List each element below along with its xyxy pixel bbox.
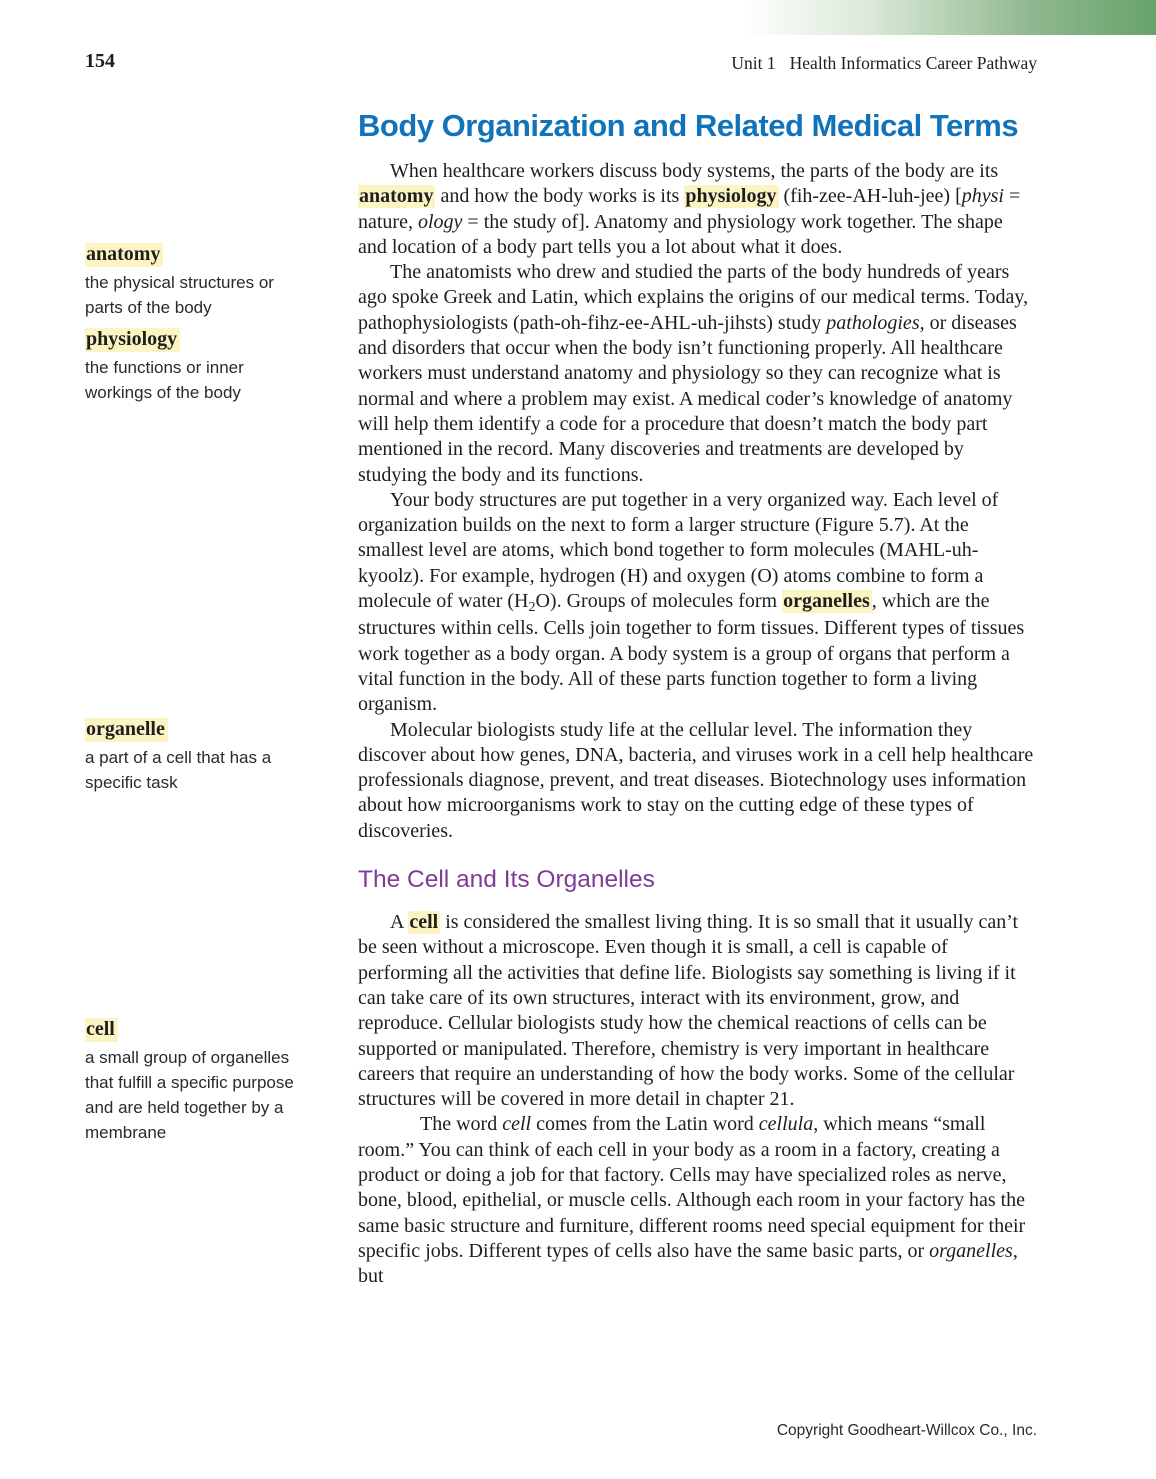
paragraph-anatomists: The anatomists who drew and studied the parts of the body hundreds of years ago spoke Greek and Latin, which explains the origins of our medical terms. Today, pathophysiologists (path-oh-fihz-ee-AHL-uh-jihsts) study pathologies, or diseases and disorders that occur when the body isn’t functioning properly. All healthcare workers must understand anatomy and physiology so they can recognize what is normal and where a problem may exist. A medical coder’s knowledge of anatomy will help them identify a code for a procedure that doesn’t match the body part mentioned in the record. Many discoveries and treatments are developed by studying the body and its functions. — [358, 261, 1029, 486]
term-label: cell — [85, 1018, 118, 1042]
paragraph-intro: When healthcare workers discuss body systems, the parts of the body are its anatomy and how the body works is its physiology (fih-zee-AH-luh-jee) [physi = nature, ology = the study of]. Anatomy and physiology work together. The shape and location of a body part tells you a lot about what it does. — [358, 160, 1021, 258]
copyright-notice: Copyright Goodheart-Willcox Co., Inc. — [776, 1422, 1037, 1439]
page-top-banner — [742, 0, 1156, 35]
margin-term-organelle — [85, 718, 317, 795]
term-label: organelle — [85, 718, 168, 742]
term-label: physiology — [85, 328, 180, 352]
running-head-title: Health Informatics Career Pathway — [789, 53, 1037, 73]
term-definition: a part of a cell that has a specific task — [85, 748, 272, 792]
paragraph-cell-definition: A cell is considered the smallest living thing. It is so small that it usually can’t be seen without a microscope. Even though it is small, a cell is capable of performing all the activities that define life. Biologists say something is living if it can take care of its own structures, interact with its environment, grow, and reproduce. Cellular biologists study how the chemical reactions of cells can be supported or manipulated. Therefore, chemistry is very important in healthcare careers that require an understanding of how the body works. Some of the cellular structures will be covered in more detail in chapter 21. — [358, 911, 1019, 1111]
page-title: Body Organization and Related Medical Terms — [358, 108, 1019, 143]
margin-term-cell — [85, 1018, 317, 1145]
section-heading: The Cell and Its Organelles — [358, 866, 655, 894]
main-text-column — [358, 106, 1036, 1289]
paragraph-molecular-biologists: Molecular biologists study life at the cellular level. The information they discover about how genes, DNA, bacteria, and viruses work in a cell help healthcare professionals diagnose, prevent, and treat diseases. Biotechnology uses information about how microorganisms work to stay on the cutting edge of these types of discoveries. — [358, 718, 1034, 842]
term-label: anatomy — [85, 243, 163, 267]
paragraph-cell-etymology: The word cell comes from the Latin word cellula, which means “small room.” You can think of each cell in your body as a room in a factory, creating a product or doing a job for that factory. Cells may have specialized roles as nerve, bone, blood, epithelial, or muscle cells. Although each room in your factory has the same basic structure and furniture, different rooms need special equipment for their specific jobs. Different types of cells also have the same basic parts, or organelles, but — [358, 1113, 1026, 1288]
paragraph-organization-levels: Your body structures are put together in a very organized way. Each level of organization builds on the next to form a larger structure (Figure 5.7). At the smallest level are atoms, which bond together to form molecules (MAHL-uh-kyoolz). For example, hydrogen (H) and oxygen (O) atoms combine to form a molecule of water (H2O). Groups of molecules form organelles , which are the structures within cells. Cells join together to form tissues. Different types of tissues work together as a body organ. A body system is a group of organs that perform a vital function in the body. All of these parts function together to form a living organism. — [358, 488, 1025, 716]
margin-term-anatomy — [85, 243, 317, 320]
term-definition: the physical structures or parts of the body — [85, 273, 274, 317]
running-head-unit: Unit 1 — [731, 53, 776, 73]
margin-term-physiology — [85, 328, 317, 405]
term-definition: the functions or inner workings of the body — [85, 358, 244, 402]
running-head — [731, 53, 1037, 74]
term-definition: a small group of organelles that fulfill a specific purpose and are held together by a membrane — [85, 1048, 294, 1142]
page-number: 154 — [85, 50, 115, 72]
